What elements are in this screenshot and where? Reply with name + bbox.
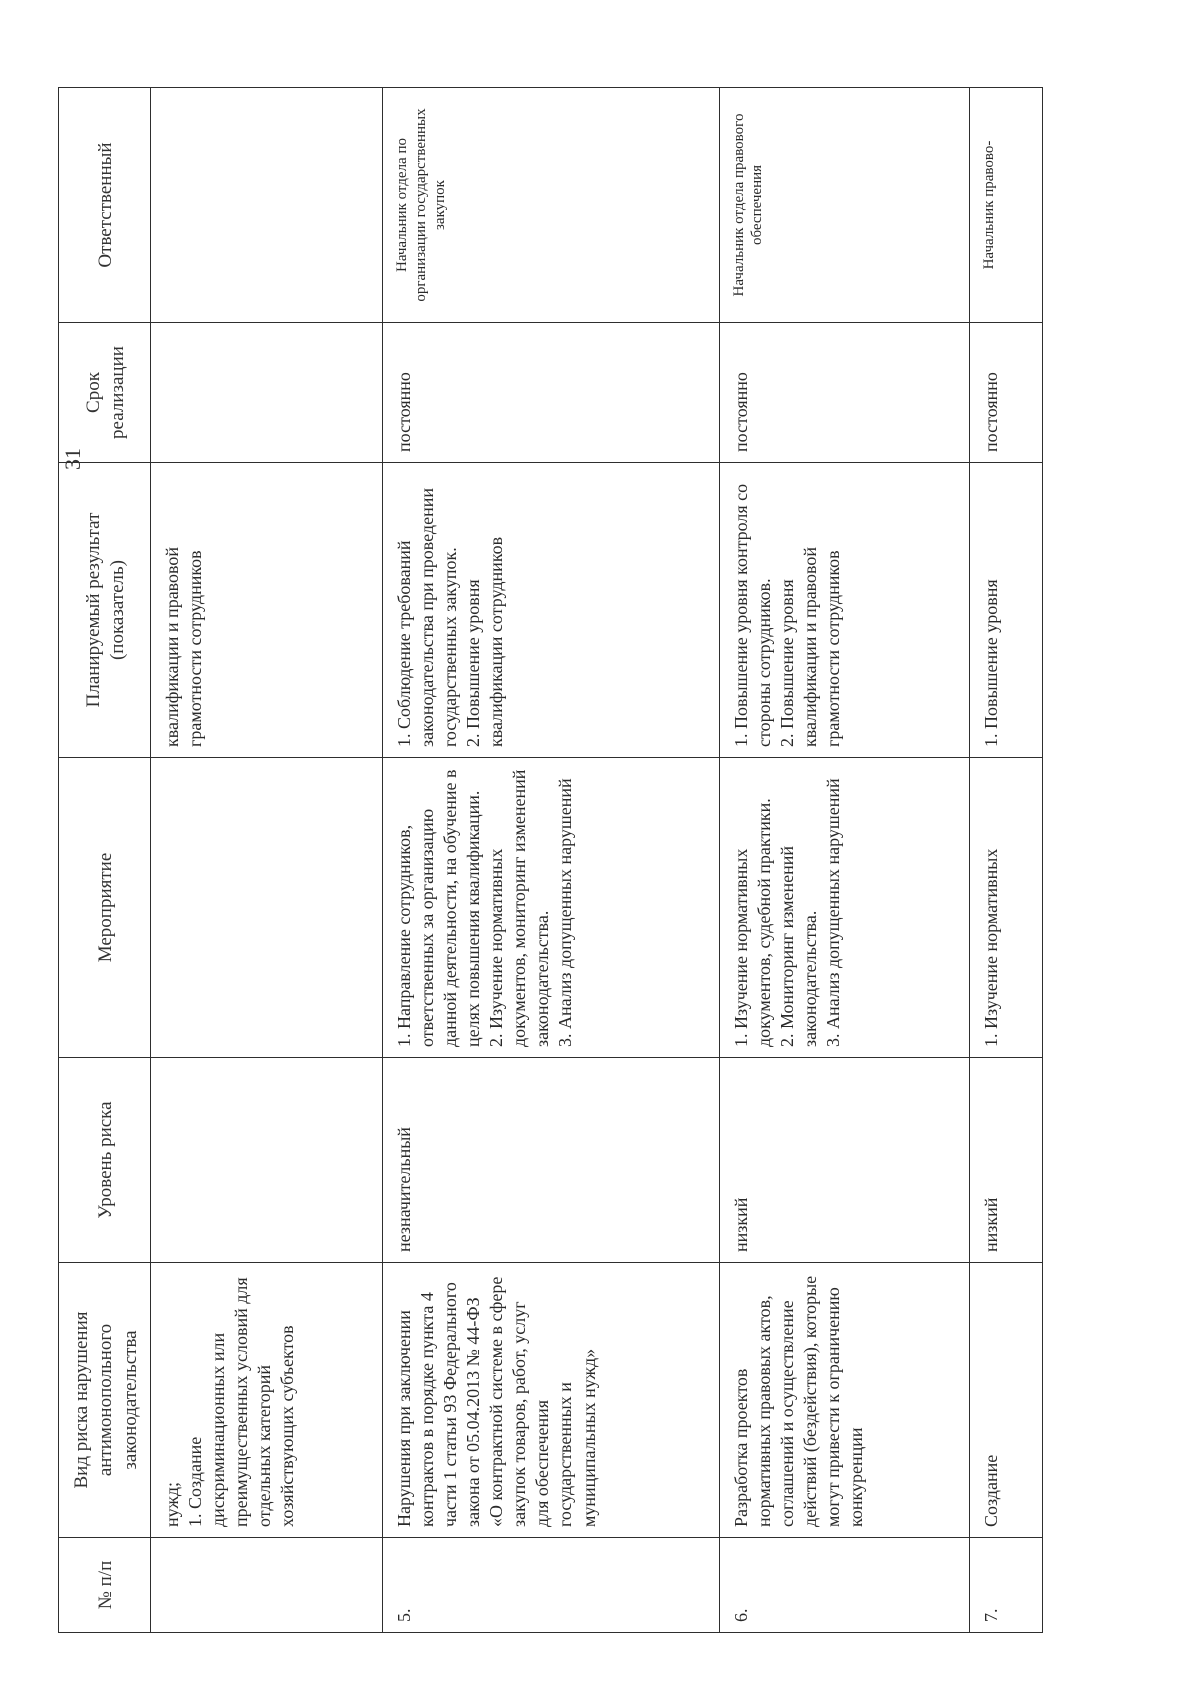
cell-term: постоянно [719,323,969,463]
cell-num: 6. [719,1538,969,1633]
cell-measure [150,758,382,1058]
cell-result: 1. Повышение уровня [969,463,1042,758]
cell-risk-level: низкий [969,1058,1042,1263]
cell-result: 1. Соблюдение требований законодательства при проведении государственных закупок. 2. Повышение уровня квалификации сотрудников [383,463,719,758]
cell-term: постоянно [383,323,719,463]
header-term: Срок реализации [59,323,151,463]
cell-num [150,1538,382,1633]
header-risk-level: Уровень риска [59,1058,151,1263]
header-responsible: Ответственный [59,88,151,323]
header-risk-type: Вид риска нарушения антимонопольного законодательства [59,1263,151,1538]
cell-risk-type: нужд; 1. Создание дискриминационных или преимущественных условий для отдельных категорий хозяйствующих субъектов [150,1263,382,1538]
cell-result: квалификации и правовой грамотности сотрудников [150,463,382,758]
header-num: № п/п [59,1538,151,1633]
header-row [59,88,151,1633]
cell-measure: 1. Изучение нормативных документов, судебной практики. 2. Мониторинг изменений законодательства. 3. Анализ допущенных нарушений [719,758,969,1058]
cell-risk-level [150,1058,382,1263]
risk-table [58,87,1043,1633]
cell-result: 1. Повышение уровня контроля со стороны сотрудников. 2. Повышение уровня квалификации и правовой грамотности сотрудников [719,463,969,758]
cell-responsible: Начальник отдела по организации государственных закупок [383,88,719,323]
cell-num: 7. [969,1538,1042,1633]
cell-risk-type: Разработка проектов нормативных правовых актов, соглашений и осуществление действий (бездействия), которые могут привести к ограничению конкуренции [719,1263,969,1538]
cell-measure: 1. Изучение нормативных [969,758,1042,1058]
cell-term [150,323,382,463]
cell-responsible [150,88,382,323]
table-row [969,88,1042,1633]
cell-responsible: Начальник правово- [969,88,1042,323]
page-number: 31 [60,448,85,470]
rotated-table-wrapper [58,88,1043,1633]
table-row [150,88,382,1633]
header-result: Планируемый результат (показатель) [59,463,151,758]
cell-risk-type: Нарушения при заключении контрактов в порядке пункта 4 части 1 статьи 93 Федерального закона от 05.04.2013 № 44-ФЗ «О контрактной системе в сфере закупок товаров, работ, услуг для обеспечения государственных и муниципальных нужд» [383,1263,719,1538]
cell-num: 5. [383,1538,719,1633]
cell-risk-level: низкий [719,1058,969,1263]
cell-measure: 1. Направление сотрудников, ответственных за организацию данной деятельности, на обучение в целях повышения квалификации. 2. Изучение нормативных документов, мониторинг изменений законодательства. 3. Анализ допущенных нарушений [383,758,719,1058]
cell-responsible: Начальник отдела правового обеспечения [719,88,969,323]
table-row [719,88,969,1633]
cell-term: постоянно [969,323,1042,463]
cell-risk-level: незначительный [383,1058,719,1263]
header-measure: Мероприятие [59,758,151,1058]
table-row [383,88,719,1633]
cell-risk-type: Создание [969,1263,1042,1538]
